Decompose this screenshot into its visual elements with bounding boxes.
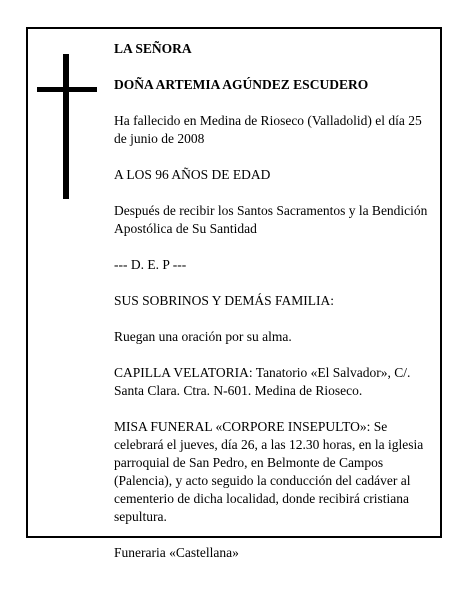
obituary-text: [114, 40, 432, 580]
age-line: A LOS 96 AÑOS DE EDAD: [114, 167, 271, 182]
cross-icon: [37, 54, 97, 199]
notice-title: LA SEÑORA: [114, 41, 192, 56]
sacraments-line: Después de recibir los Santos Sacramentos y la Bendición Apostólica de Su Santidad: [114, 203, 428, 236]
family-line: SUS SOBRINOS Y DEMÁS FAMILIA:: [114, 293, 335, 308]
cross-horizontal-bar: [37, 87, 97, 92]
rip-line: --- D. E. P ---: [114, 257, 187, 272]
funeral-mass-info: MISA FUNERAL «CORPORE INSEPULTO»: Se celebrará el jueves, día 26, a las 12.30 horas, en la iglesia parroquial de San Pedro, en Belmonte de Campos (Palencia), y acto seguido la conducción del cadáver al cementerio de dicha localidad, donde recibirá cristiana sepultura.: [114, 419, 424, 524]
funeral-home: Funeraria «Castellana»: [114, 545, 239, 560]
prayer-line: Ruegan una oración por su alma.: [114, 329, 292, 344]
chapel-info: CAPILLA VELATORIA: Tanatorio «El Salvador», C/. Santa Clara. Ctra. N-601. Medina de Rioseco.: [114, 365, 411, 398]
death-info: Ha fallecido en Medina de Rioseco (Valladolid) el día 25 de junio de 2008: [114, 113, 422, 146]
cross-vertical-bar: [63, 54, 69, 199]
deceased-name: DOÑA ARTEMIA AGÚNDEZ ESCUDERO: [114, 77, 369, 92]
